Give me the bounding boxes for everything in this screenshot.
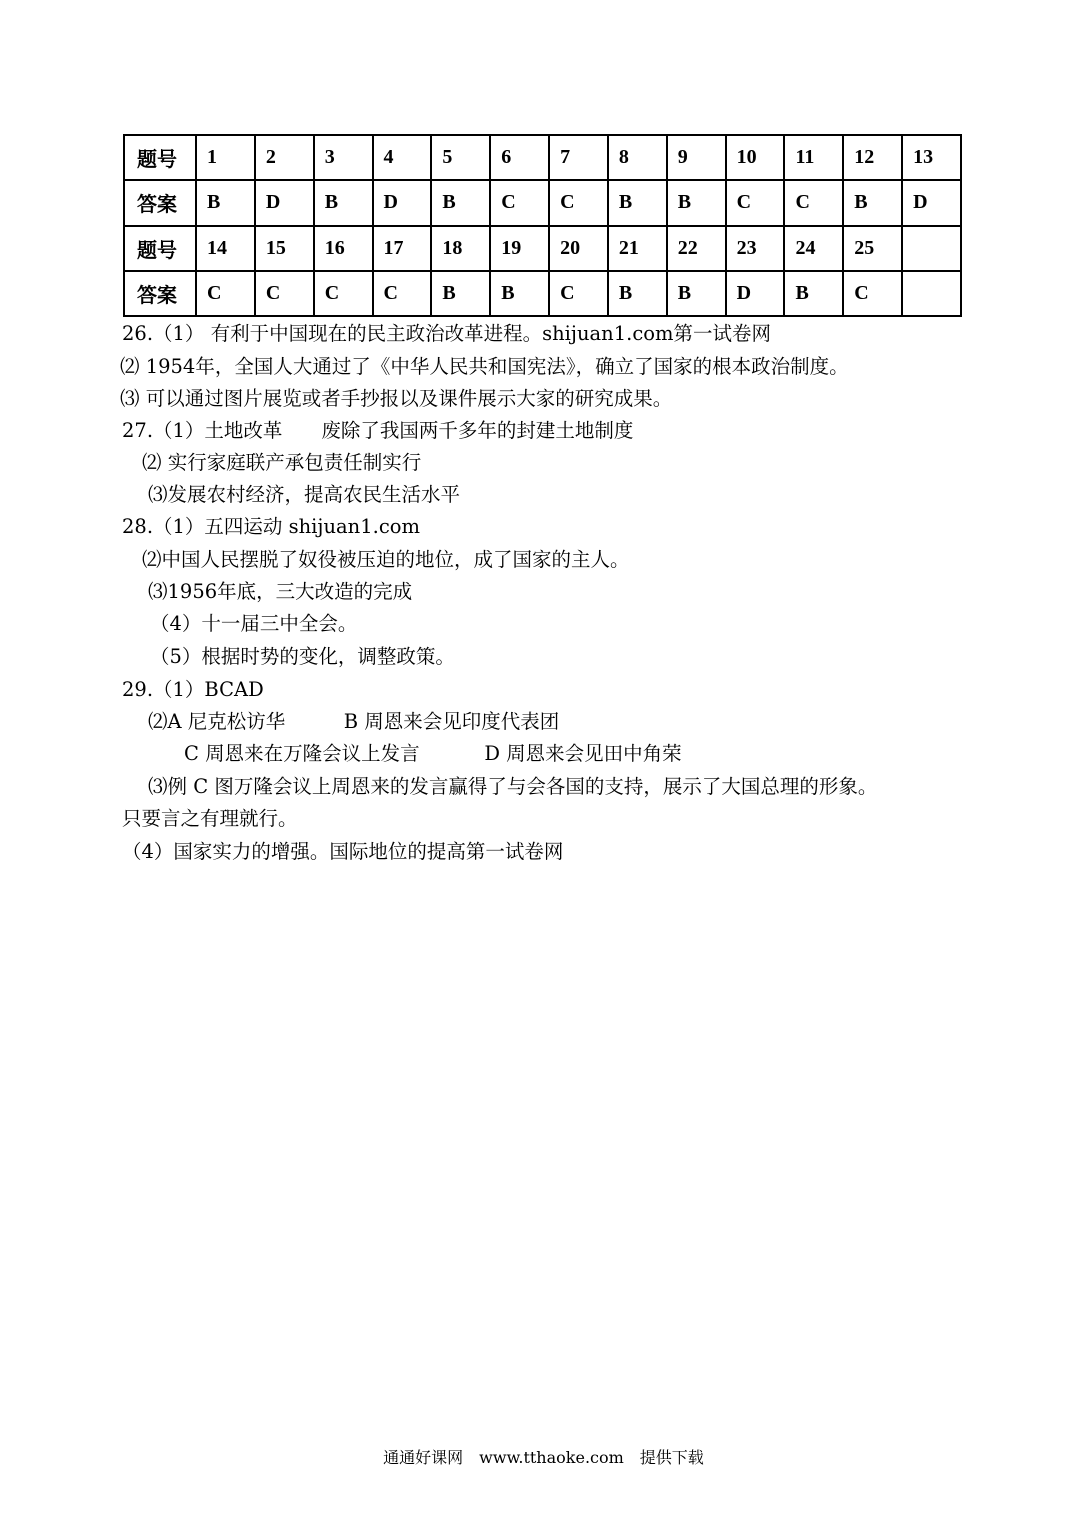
answer-line-26-2: ⑵ 1954年，全国人大通过了《中华人民共和国宪法》，确立了国家的根本政治制度。 <box>120 355 849 378</box>
answer-line-29-2b: C 周恩来在万隆会议上发言 D 周恩来会见田中角荣 <box>184 742 682 765</box>
answer-line-27-2: ⑵ 实行家庭联产承包责任制实行 <box>142 451 422 474</box>
table-cell: C <box>549 271 608 316</box>
table-cell: 8 <box>608 135 667 180</box>
table-cell: 7 <box>549 135 608 180</box>
table-cell: B <box>314 180 373 225</box>
table-cell: 22 <box>667 226 726 271</box>
answer-line-29-1: 29.（1）BCAD <box>122 678 264 701</box>
page-footer: 通通好课网 www.tthaoke.com 提供下载 <box>383 1448 704 1467</box>
table-cell: B <box>784 271 843 316</box>
table-cell: D <box>902 180 961 225</box>
table-cell: D <box>726 271 785 316</box>
answer-line-29-3b: 只要言之有理就行。 <box>122 807 298 830</box>
table-cell <box>902 226 961 271</box>
answer-line-28-3: ⑶1956年底，三大改造的完成 <box>148 580 413 603</box>
answer-line-29-4: （4）国家实力的增强。国际地位的提高第一试卷网 <box>122 840 564 863</box>
table-cell: B <box>431 271 490 316</box>
table-cell: B <box>843 180 902 225</box>
table-cell <box>902 271 961 316</box>
row-label: 答案 <box>124 180 196 225</box>
table-cell: 18 <box>431 226 490 271</box>
table-cell: 14 <box>196 226 255 271</box>
table-row <box>124 271 961 316</box>
table-cell: D <box>373 180 432 225</box>
table-cell: B <box>667 180 726 225</box>
table-cell: 15 <box>255 226 314 271</box>
table-cell: B <box>431 180 490 225</box>
table-cell: B <box>490 271 549 316</box>
table-cell: D <box>255 180 314 225</box>
table-cell: C <box>255 271 314 316</box>
table-cell: 20 <box>549 226 608 271</box>
table-cell: C <box>196 271 255 316</box>
answer-line-26-3: ⑶ 可以通过图片展览或者手抄报以及课件展示大家的研究成果。 <box>120 387 673 410</box>
row-label: 答案 <box>124 271 196 316</box>
table-cell: C <box>726 180 785 225</box>
table-cell: B <box>667 271 726 316</box>
table-cell: 5 <box>431 135 490 180</box>
table-cell: 17 <box>373 226 432 271</box>
table-cell: 2 <box>255 135 314 180</box>
answer-line-28-4: （4）十一届三中全会。 <box>150 612 358 635</box>
table-cell: 21 <box>608 226 667 271</box>
table-cell: 24 <box>784 226 843 271</box>
table-cell: 4 <box>373 135 432 180</box>
table-cell: 23 <box>726 226 785 271</box>
table-cell: C <box>314 271 373 316</box>
table-cell: 3 <box>314 135 373 180</box>
table-row <box>124 226 961 271</box>
table-cell: 25 <box>843 226 902 271</box>
table-cell: 16 <box>314 226 373 271</box>
table-cell: B <box>608 271 667 316</box>
table-cell: B <box>608 180 667 225</box>
answer-line-28-2: ⑵中国人民摆脱了奴役被压迫的地位，成了国家的主人。 <box>142 548 630 571</box>
answer-line-27-1: 27.（1）土地改革 废除了我国两千多年的封建土地制度 <box>122 419 634 442</box>
table-cell: 6 <box>490 135 549 180</box>
answer-line-29-3: ⑶例 C 图万隆会议上周恩来的发言赢得了与会各国的支持，展示了大国总理的形象。 <box>148 775 878 798</box>
table-row <box>124 135 961 180</box>
table-cell: 19 <box>490 226 549 271</box>
table-cell: 10 <box>726 135 785 180</box>
table-cell: 12 <box>843 135 902 180</box>
answer-line-28-5: （5）根据时势的变化，调整政策。 <box>150 645 455 668</box>
table-cell: C <box>373 271 432 316</box>
table-cell: C <box>549 180 608 225</box>
table-cell: C <box>490 180 549 225</box>
table-cell: 11 <box>784 135 843 180</box>
answer-line-26-1: 26.（1） 有利于中国现在的民主政治改革进程。shijuan1.com第一试卷网 <box>122 322 771 345</box>
table-cell: 1 <box>196 135 255 180</box>
answer-line-29-2: ⑵A 尼克松访华 B 周恩来会见印度代表团 <box>148 710 560 733</box>
table-cell: B <box>196 180 255 225</box>
row-label: 题号 <box>124 226 196 271</box>
answer-table <box>123 134 962 317</box>
answer-line-27-3: ⑶发展农村经济，提高农民生活水平 <box>148 483 461 506</box>
answer-line-28-1: 28.（1）五四运动 shijuan1.com <box>122 515 420 538</box>
table-cell: 13 <box>902 135 961 180</box>
table-cell: C <box>843 271 902 316</box>
table-cell: C <box>784 180 843 225</box>
row-label: 题号 <box>124 135 196 180</box>
table-cell: 9 <box>667 135 726 180</box>
table-row <box>124 180 961 225</box>
